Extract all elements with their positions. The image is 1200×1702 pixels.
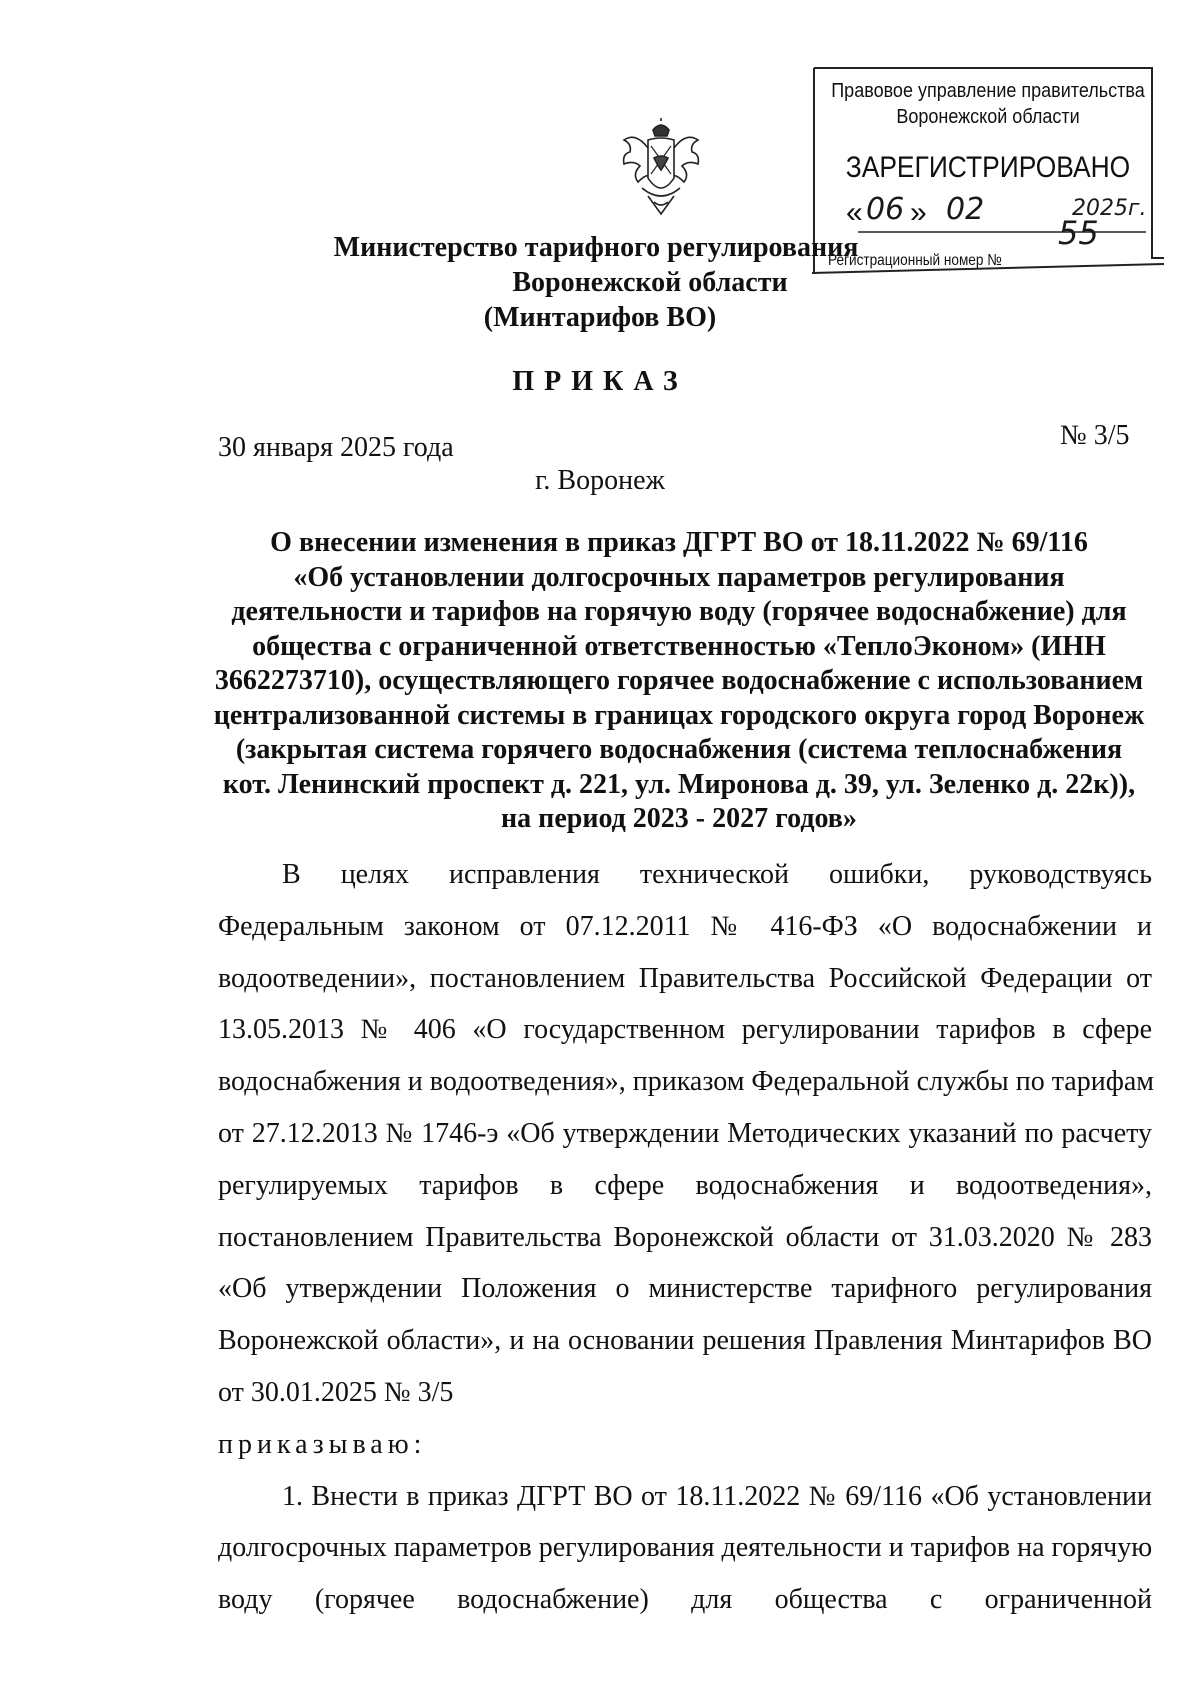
body-line: водоснабжения и водоотведения», приказом Федеральной службы по тарифам [218, 1066, 1154, 1098]
document-date: 30 января 2025 года [218, 432, 454, 463]
body-line: «Об утверждении Положения о министерстве тарифного регулирования [218, 1273, 1152, 1305]
ministry-abbr: (Минтарифов ВО) [483, 302, 717, 333]
coat-of-arms-icon [618, 118, 704, 218]
document-type: ПРИКАЗ [512, 366, 688, 397]
subject-line: кот. Ленинский проспект д. 221, ул. Миронова д. 39, ул. Зеленко д. 22к)), [222, 768, 1136, 800]
order-word: приказываю: [218, 1428, 427, 1460]
stamp-registered: ЗАРЕГИСТРИРОВАНО [845, 151, 1131, 184]
stamp-reg-number-label: Регистрационный номер № [828, 252, 1002, 269]
stamp-reg-number: 55 [1058, 214, 1099, 252]
stamp-month: 02 [946, 192, 985, 227]
body-line: 13.05.2013 № 406 «О государственном регулировании тарифов в сфере [218, 1014, 1152, 1046]
body-line: от 27.12.2013 № 1746-э «Об утверждении Методических указаний по расчету [218, 1117, 1152, 1149]
subject-line: О внесении изменения в приказ ДГРТ ВО от 18.11.2022 № 69/116 [270, 527, 1088, 558]
subject-line: деятельности и тарифов на горячую воду (горячее водоснабжение) для [231, 596, 1127, 627]
body-line: В целях исправления технической ошибки, руководствуясь [282, 859, 1152, 890]
stamp-line-1: Правовое управление правительства [831, 80, 1145, 102]
body-line: Воронежской области», и на основании решения Правления Минтарифов ВО [218, 1325, 1152, 1357]
ministry-name: Министерство тарифного регулирования [333, 232, 859, 263]
subject-line: общества с ограниченной ответственностью «ТеплоЭконом» (ИНН [252, 630, 1106, 662]
stamp-line-2: Воронежской области [896, 106, 1080, 128]
subject-line: (закрытая система горячего водоснабжения (система теплоснабжения [235, 734, 1123, 765]
stamp-date: « 06 » 02 2025г. [846, 192, 1147, 229]
subject-line: централизованной системы в границах городского округа город Воронеж [213, 699, 1145, 731]
document-number: № 3/5 [1060, 420, 1130, 451]
body-line: водоотведении», постановлением Правительства Российской Федерации от [218, 962, 1152, 994]
stamp-day: 06 [866, 192, 905, 227]
body-line: регулируемых тарифов в сфере водоснабжения и водоотведения», [218, 1169, 1152, 1201]
body-line: постановлением Правительства Воронежской области от 31.03.2020 № 283 [218, 1221, 1152, 1253]
subject-line: «Об установлении долгосрочных параметров регулирования [293, 561, 1065, 593]
subject-line: на период 2023 - 2027 годов» [501, 803, 857, 834]
clause-line: воду (горячее водоснабжение) для общества с ограниченной [218, 1584, 1152, 1616]
clause-line: 1. Внести в приказ ДГРТ ВО от 18.11.2022 № 69/116 «Об установлении [282, 1480, 1152, 1512]
document-city: г. Воронеж [535, 465, 665, 496]
body-line: Федеральным законом от 07.12.2011 № 416-ФЗ «О водоснабжении и [218, 910, 1152, 942]
ministry-region: Воронежской области [512, 267, 788, 298]
clause-line: долгосрочных параметров регулирования деятельности и тарифов на горячую [218, 1532, 1153, 1564]
body-line: от 30.01.2025 № 3/5 [218, 1376, 454, 1408]
document-subject [206, 526, 1152, 837]
subject-line: 3662273710), осуществляющего горячее водоснабжение с использованием [214, 665, 1144, 696]
document-body [218, 858, 1152, 1635]
stamp-year: 2025г. [1072, 196, 1147, 221]
